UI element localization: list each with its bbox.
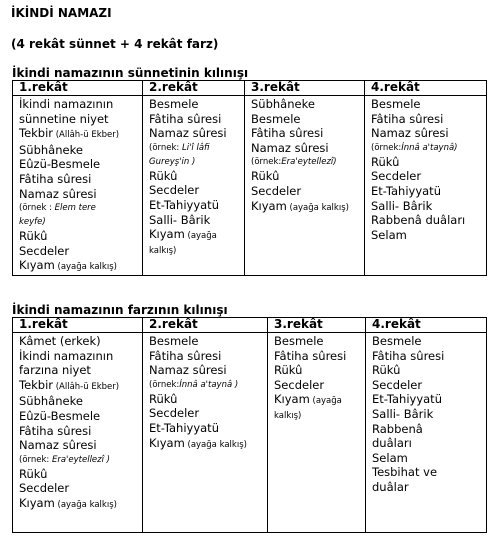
step: Fâtiha sûresi xyxy=(19,171,92,186)
sunnet-rekat-3 xyxy=(245,96,365,276)
step: Tekbir (Allâh-ü Ekber) xyxy=(19,377,120,392)
header-cell: 4.rekât xyxy=(366,318,487,333)
step: Kâmet (erkek) xyxy=(19,334,101,348)
example-note: (örnek: Era'eytellezî ) xyxy=(19,454,110,465)
step: Namaz sûresi xyxy=(371,126,449,141)
step: Fâtiha sûresi xyxy=(372,348,445,363)
step: Eûzü-Besmele xyxy=(19,408,101,423)
step: Besmele xyxy=(274,334,324,348)
step: Kıyam (ayağa kalkış) xyxy=(149,435,247,450)
step: Secdeler xyxy=(19,481,70,496)
step: Secdeler xyxy=(251,183,302,198)
step: Selam xyxy=(371,227,407,242)
farz-rekat-3 xyxy=(268,333,366,533)
step: Secdeler xyxy=(372,377,423,392)
sunnet-table xyxy=(12,80,487,276)
header-cell: 3.rekât xyxy=(268,318,366,333)
step: Sübhâneke xyxy=(19,394,83,409)
example-note: (örnek:Era'eytellezî) xyxy=(251,157,337,168)
step: Kıyam (ayağa kalkış) xyxy=(251,198,349,213)
step: Namaz sûresi xyxy=(149,363,227,378)
step: Sübhâneke xyxy=(251,97,315,111)
step: Secdeler xyxy=(371,169,422,184)
header-cell: 3.rekât xyxy=(245,81,365,96)
step: Tekbir (Allâh-ü Ekber) xyxy=(19,126,120,141)
step: Et-Tahiyyatü xyxy=(149,420,219,435)
step: Rabbenâ xyxy=(372,421,423,436)
step: Kıyam (ayağa xyxy=(274,392,342,407)
step: Fâtiha sûresi xyxy=(149,348,222,363)
step: Rükû xyxy=(372,363,401,378)
header-cell: 2.rekât xyxy=(143,318,268,333)
step: Salli- Bârik xyxy=(372,406,434,421)
page-title: İKİNDİ NAMAZI xyxy=(11,6,112,20)
step: Et-Tahiyyatü xyxy=(371,183,441,198)
step: sünnetine niyet xyxy=(19,111,109,126)
sunnet-rekat-4 xyxy=(365,96,487,276)
step: farzına niyet xyxy=(19,363,91,378)
step: Besmele xyxy=(149,334,199,348)
step: Fâtiha sûresi xyxy=(371,111,444,126)
step: Besmele xyxy=(251,111,301,126)
step: Namaz sûresi xyxy=(19,438,97,453)
sunnet-table-heading: İkindi namazının sünnetinin kılınışı xyxy=(12,66,249,80)
step: Rükû xyxy=(19,229,48,244)
example-note: (örnek:İnnâ a'taynâ) xyxy=(371,142,458,153)
step: Namaz sûresi xyxy=(149,126,227,141)
farz-table xyxy=(12,317,487,533)
step: Fâtiha sûresi xyxy=(149,111,222,126)
farz-rekat-1 xyxy=(13,333,143,533)
sunnet-rekat-1 xyxy=(13,96,143,276)
step: Et-Tahiyyatü xyxy=(372,392,442,407)
example-note: (örnek: Li'î lâfi xyxy=(149,142,210,153)
farz-rekat-2 xyxy=(143,333,268,533)
step: Besmele xyxy=(372,334,422,348)
step: Tesbihat ve xyxy=(372,465,438,480)
step: duâları xyxy=(372,436,412,451)
step: Rükû xyxy=(149,391,178,406)
step: Kıyam (ayağa kalkış) xyxy=(19,258,117,273)
step: Rükû xyxy=(251,169,280,184)
farz-table-heading: İkindi namazının farzının kılınışı xyxy=(12,303,228,317)
example-note: Gureyş'in ) xyxy=(149,156,196,167)
step: Secdeler xyxy=(149,406,200,421)
step: Eûzü-Besmele xyxy=(19,157,101,172)
step: Secdeler xyxy=(274,377,325,392)
sunnet-rekat-2 xyxy=(143,96,245,276)
step: İkindi namazının xyxy=(19,348,114,363)
step: Salli- Bârik xyxy=(149,212,211,227)
page-subtitle: (4 rekât sünnet + 4 rekât farz) xyxy=(11,37,219,51)
header-cell: 1.rekât xyxy=(13,318,143,333)
step: Fâtiha sûresi xyxy=(251,126,324,141)
step: Secdeler xyxy=(149,183,200,198)
step: Rükû xyxy=(274,363,303,378)
step: Sübhâneke xyxy=(19,142,83,157)
kiyam-note: kalkış) xyxy=(149,245,177,256)
step: Rabbenâ duâları xyxy=(371,213,466,228)
step: Namaz sûresi xyxy=(19,186,97,201)
farz-rekat-4 xyxy=(366,333,487,533)
step: Fâtiha sûresi xyxy=(19,423,92,438)
step: Salli- Bârik xyxy=(371,198,433,213)
step: Secdeler xyxy=(19,243,70,258)
step: Kıyam (ayağa kalkış) xyxy=(19,495,117,510)
step: Kıyam (ayağa xyxy=(149,227,217,242)
step: Et-Tahiyyatü xyxy=(149,197,219,212)
step: Rükû xyxy=(149,168,178,183)
example-note: (örnek:İnnâ a'taynâ ) xyxy=(149,379,239,390)
example-note: keyfe) xyxy=(19,217,46,228)
kiyam-note: kalkış) xyxy=(274,410,302,421)
step: Besmele xyxy=(149,97,199,111)
step: duâlar xyxy=(372,479,409,494)
step: Fâtiha sûresi xyxy=(274,348,347,363)
header-cell: 1.rekât xyxy=(13,81,143,96)
step: Rükû xyxy=(19,466,48,481)
step: İkindi namazının xyxy=(19,97,114,111)
step: Rükû xyxy=(371,154,400,169)
example-note: (örnek : Elem tere xyxy=(19,203,96,214)
header-cell: 2.rekât xyxy=(143,81,245,96)
step: Selam xyxy=(372,450,408,465)
step: Namaz sûresi xyxy=(251,140,329,155)
step: Besmele xyxy=(371,97,421,111)
header-cell: 4.rekât xyxy=(365,81,487,96)
